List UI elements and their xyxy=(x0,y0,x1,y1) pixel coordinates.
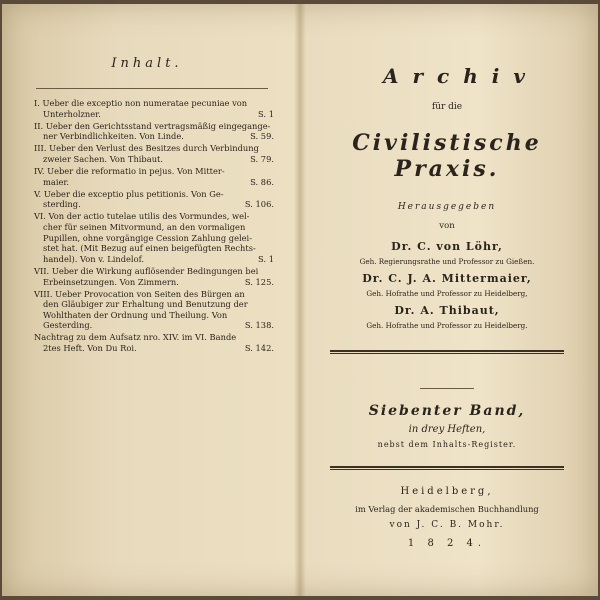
contents-entry xyxy=(34,211,274,264)
entry-text-line: I. Ueber die exceptio non numeratae pecuniae von xyxy=(34,98,248,108)
entry-text-line: handel). Von v. Lindelof. xyxy=(43,253,144,264)
entry-text-line: Gesterding. xyxy=(43,320,93,331)
entry-text-line: maier. xyxy=(43,176,70,187)
contents-entry xyxy=(34,143,274,164)
entry-text-line: VII. Ueber die Wirkung auflösender Bedingungen bei xyxy=(34,265,259,276)
entry-text-line: V. Ueber die exceptio plus petitionis. Von Ge- xyxy=(34,188,224,199)
volume-label: Siebenter Band, xyxy=(368,403,526,419)
short-rule xyxy=(420,388,474,389)
entry-page-number: S. 1 xyxy=(258,108,274,119)
entry-page-number: S. 106. xyxy=(244,199,274,210)
register-label: nebst dem Inhalts-Register. xyxy=(377,440,517,449)
editor-name: Dr. A. Thibaut, xyxy=(394,304,500,317)
by-label: von xyxy=(439,221,455,231)
editor-role: Geh. Hofrathe und Professor zu Heidelberg. xyxy=(366,321,528,330)
entry-page-number: S. 86. xyxy=(250,176,274,187)
entry-text-line: den Gläubiger zur Erhaltung und Benutzung der xyxy=(43,299,248,310)
entry-text-line: Erbeinsetzungen. Von Zimmern. xyxy=(43,276,179,287)
contents-entry xyxy=(34,189,274,210)
imprint-printer: von J. C. B. Mohr. xyxy=(389,520,505,530)
contents-heading: Inhalt. xyxy=(111,56,183,71)
entry-text-line: cher für seinen Mitvormund, an den vormaligen xyxy=(43,222,246,233)
title-connector: für die xyxy=(431,102,463,112)
entry-text-line: zweier Sachen. Von Thibaut. xyxy=(43,153,164,164)
editor-role: Geh. Regierungsrathe und Professor zu Gießen. xyxy=(359,257,535,266)
book-subtitle: Civilistische Praxis. xyxy=(352,130,542,182)
contents-entry xyxy=(34,166,274,187)
entry-text-line: 2tes Heft. Von Du Roi. xyxy=(43,343,137,354)
editor-name: Dr. C. J. A. Mittermaier, xyxy=(362,272,532,285)
entry-page-number: S. 142. xyxy=(244,343,274,354)
entry-page-number: S. 59. xyxy=(250,131,274,142)
entry-text-line: Nachtrag zu dem Aufsatz nro. XIV. im VI. Bande xyxy=(34,332,237,343)
heading-rule xyxy=(36,88,268,89)
entry-text-line: Unterholzner. xyxy=(43,108,101,119)
entry-text-line: sterding. xyxy=(43,199,81,210)
entry-text-line: stet hat. (Mit Bezug auf einen beigefügten Rechts- xyxy=(43,243,256,254)
title-page xyxy=(302,4,598,596)
entry-text-line: III. Ueber den Verlust des Besitzes durch Verbindung xyxy=(34,143,259,154)
entry-text-line: ner Verbindlichkeiten. Von Linde. xyxy=(43,131,184,142)
contents-entry xyxy=(34,289,274,331)
imprint-publisher: im Verlag der akademischen Buchhandlung xyxy=(355,504,539,514)
imprint-place: Heidelberg, xyxy=(400,486,494,497)
contents-entry xyxy=(34,266,274,287)
entry-text-line: Pupillen, ohne vorgängige Cession Zahlung gelei- xyxy=(43,232,253,243)
entry-page-number: S. 79. xyxy=(250,153,274,164)
entry-text-line: VIII. Ueber Provocation von Seiten des Bürgen an xyxy=(34,288,245,299)
issues-label: in drey Heften, xyxy=(408,424,486,435)
contents-entry xyxy=(34,332,274,353)
editor-name: Dr. C. von Löhr, xyxy=(391,240,503,253)
entry-page-number: S. 125. xyxy=(244,276,274,287)
entry-text-line: Wohlthaten der Ordnung und Theilung. Von xyxy=(43,309,228,320)
contents-entry xyxy=(34,98,274,119)
entry-text-line: VI. Von der actio tutelae utilis des Vormundes, wel- xyxy=(34,211,250,222)
book-title: Archiv xyxy=(383,64,539,88)
book-spread xyxy=(2,4,598,596)
editor-role: Geh. Hofrathe und Professor zu Heidelberg, xyxy=(366,289,528,298)
contents-page xyxy=(2,4,298,596)
edited-by-label: Herausgegeben xyxy=(397,202,497,212)
divider-rule xyxy=(330,466,564,470)
contents-list xyxy=(34,98,274,355)
imprint-year: 1 8 2 4. xyxy=(407,538,487,549)
entry-text-line: IV. Ueber die reformatio in pejus. Von Mitter- xyxy=(34,166,225,177)
contents-entry xyxy=(34,121,274,142)
entry-page-number: S. 138. xyxy=(244,320,274,331)
entry-text-line: II. Ueber den Gerichtsstand vertragsmäßig eingegange- xyxy=(34,120,271,131)
entry-page-number: S. 1 xyxy=(258,253,274,264)
divider-rule xyxy=(330,350,564,354)
